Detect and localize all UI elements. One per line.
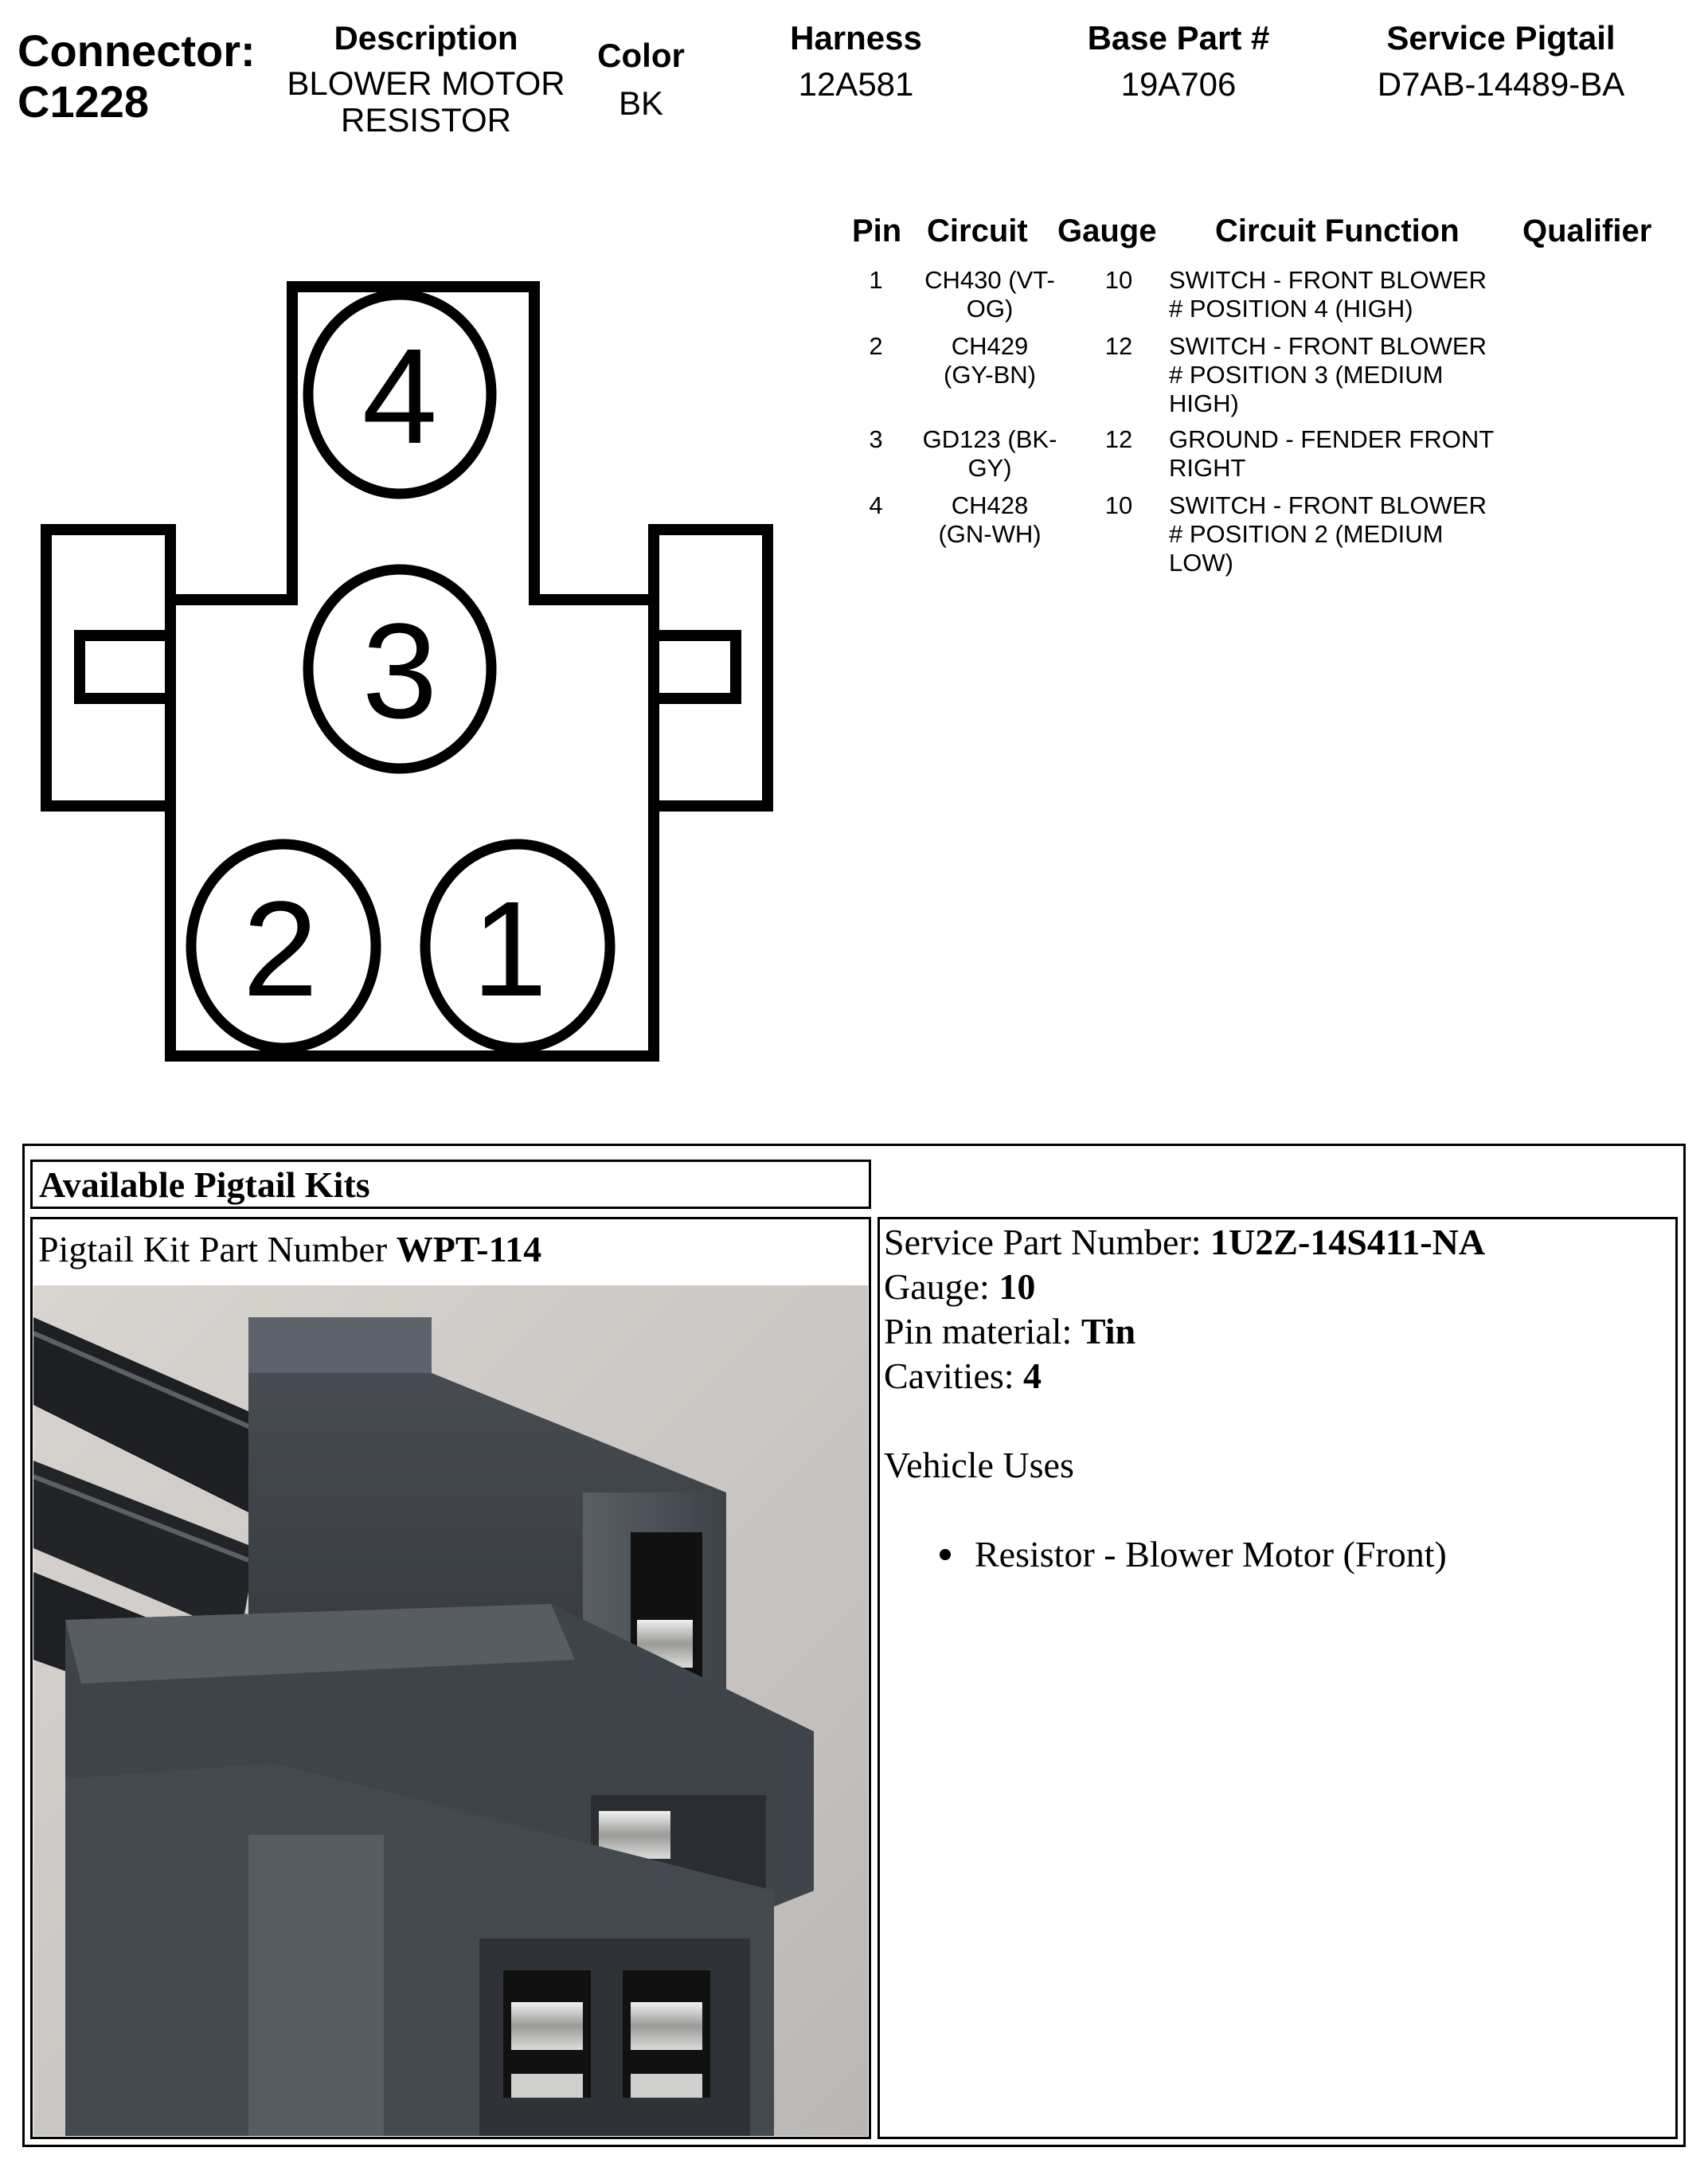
function-cell: GROUND - FENDER FRONT RIGHT [1169, 425, 1495, 482]
cavities-spec: Cavities: 4 [884, 1355, 1042, 1396]
gauge-cell: 10 [1104, 266, 1133, 294]
pin-1-label: 1 [471, 874, 548, 1025]
function-cell: SWITCH - FRONT BLOWER # POSITION 2 (MEDIUM LOW) [1169, 491, 1487, 577]
color-value: BK [618, 84, 664, 122]
gauge-value: 10 [999, 1266, 1036, 1307]
function-cell: SWITCH - FRONT BLOWER # POSITION 3 (MEDIUM HIGH) [1169, 332, 1487, 417]
gauge-header: Gauge [1057, 213, 1157, 248]
service-pigtail-column [1354, 19, 1648, 104]
kit-number: WPT-114 [396, 1229, 542, 1269]
service-part-value: 1U2Z-14S411-NA [1210, 1222, 1486, 1262]
pin-number: 4 [869, 491, 883, 519]
service-part-number: Service Part Number: 1U2Z-14S411-NA [884, 1222, 1486, 1262]
pin-number: 1 [869, 266, 883, 294]
bullet-icon [940, 1549, 951, 1560]
gauge-spec: Gauge: 10 [884, 1266, 1036, 1307]
pin-3-label: 3 [362, 596, 438, 747]
harness-value: 12A581 [798, 65, 914, 103]
gauge-cell: 12 [1104, 425, 1133, 453]
vehicle-uses-heading: Vehicle Uses [884, 1445, 1074, 1485]
harness-header: Harness [790, 19, 922, 57]
service-pigtail-header: Service Pigtail [1386, 19, 1616, 57]
circuit-cell: CH429 (GY-BN) [944, 332, 1036, 389]
right-latch-ear [654, 530, 768, 806]
vehicle-uses-list [940, 1532, 1447, 1577]
right-latch-tab [654, 636, 736, 698]
list-item: Resistor - Blower Motor (Front) [975, 1534, 1447, 1574]
function-header: Circuit Function [1215, 213, 1460, 248]
pin-number: 2 [869, 332, 883, 360]
pin-2-label: 2 [242, 874, 319, 1025]
description-header: Description [334, 19, 518, 57]
pin-material-value: Tin [1081, 1311, 1136, 1351]
pigtail-kits-header: Available Pigtail Kits [30, 1160, 871, 1209]
circuit-cell: CH428 (GN-WH) [938, 491, 1042, 548]
function-cell: SWITCH - FRONT BLOWER # POSITION 4 (HIGH) [1169, 266, 1487, 323]
gauge-cell: 10 [1104, 491, 1133, 519]
pigtail-connector-photo [33, 1285, 868, 2136]
description-value: BLOWER MOTOR RESISTOR [287, 65, 565, 139]
connector-label: Connector: [18, 25, 256, 76]
pin-4-label: 4 [362, 321, 438, 472]
gauge-cell: 12 [1104, 332, 1133, 360]
base-part-header: Base Part # [1087, 19, 1270, 57]
circuit-cell: GD123 (BK- GY) [922, 425, 1057, 482]
service-pigtail-value: D7AB-14489-BA [1377, 65, 1625, 103]
pin-header: Pin [852, 213, 902, 248]
qualifier-header: Qualifier [1522, 213, 1652, 248]
pin-number: 3 [869, 425, 883, 453]
base-part-column [1059, 19, 1298, 104]
pigtail-kit-part-number: Pigtail Kit Part Number WPT-114 [38, 1229, 542, 1269]
pin-material-spec: Pin material: Tin [884, 1311, 1136, 1351]
color-header: Color [597, 37, 685, 74]
base-part-value: 19A706 [1120, 65, 1237, 103]
connector-id: C1228 [18, 76, 150, 127]
cavities-value: 4 [1023, 1355, 1042, 1396]
left-latch-tab [80, 636, 170, 698]
connector-face-diagram [0, 0, 796, 1083]
circuit-cell: CH430 (VT- OG) [924, 266, 1055, 323]
circuit-header: Circuit [927, 213, 1028, 248]
left-latch-ear [46, 530, 170, 806]
